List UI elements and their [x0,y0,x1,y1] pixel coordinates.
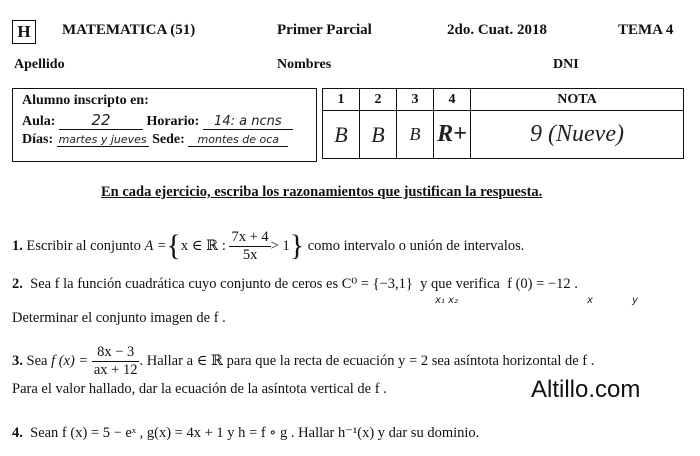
exercise-1-cond-b: > 1 [270,237,290,254]
dias-value: martes y jueves [58,133,147,146]
aula-row [22,111,293,130]
exercise-1-text-b: como intervalo o unión de intervalos. [307,237,525,254]
exercise-1-number: 1. [12,237,23,254]
exercise-3-text-a: Sea [26,352,48,369]
grade-header-4: 4 [434,89,471,111]
exercise-1 [12,226,524,266]
exercise-4 [12,425,479,442]
student-box-title: Alumno inscripto en: [22,93,149,108]
exercise-3-number: 3. [12,352,23,369]
aula-label: Aula: [22,114,56,129]
right-brace: } [289,229,305,262]
exercise-3 [12,342,594,380]
sede-value: montes de oca [188,133,288,147]
apellido-label: Apellido [14,57,65,72]
grade-header-3: 3 [397,89,434,111]
exercise-3-lhs: f (x) = [51,352,89,369]
exercise-2-text-a: Sea f la función cuadrática cuyo conjunto de ceros es [30,276,339,292]
left-brace: { [166,229,181,262]
horario-label: Horario: [146,114,200,129]
exam-name: Primer Parcial [277,22,372,38]
exercise-1-set-lhs: A = [144,237,167,254]
exercise-1-text-a: Escribir al conjunto [26,237,141,254]
exercise-1-cond-a: x ∈ ℝ : [180,237,226,254]
fraction-numerator: 7x + 4 [231,228,269,245]
fraction-denominator: 5x [242,246,258,263]
grade-nota: 9 (Nueve) [471,111,684,159]
watermark-logo: Altillo.com [531,376,641,403]
exercise-3-fraction [92,344,140,379]
exercise-3-text-b: . Hallar a ∈ ℝ para que la recta de ecuación y = 2 sea asíntota horizontal de f . [139,352,595,369]
exercise-4-number: 4. [12,425,23,441]
grades-table [322,88,684,159]
nombres-label: Nombres [277,57,332,72]
grade-header-1: 1 [323,89,360,111]
term: 2do. Cuat. 2018 [447,22,548,38]
instruction: En cada ejercicio, escriba los razonamientos que justifican la respuesta. [101,184,543,200]
dni-label: DNI [553,57,579,72]
exercise-2-number: 2. [12,276,23,292]
subject-title: MATEMATICA (51) [62,22,196,38]
handwritten-zeros: x₁ x₂ [435,295,459,306]
handwritten-x: x [587,295,593,306]
grade-mark-4: R+ [434,111,471,159]
dias-row [22,132,288,148]
horario-value: 14: a ncns [203,114,293,130]
exercise-2-set: C⁰ = {−3,1} [341,276,413,292]
grade-mark-2: B [360,111,397,159]
exercise-2 [12,276,578,293]
exercise-2-text-b: y que verifica [420,276,500,292]
exam-tag: H [12,20,36,44]
dias-label: Días: [22,132,54,147]
grade-mark-1: B [323,111,360,159]
grade-header-nota: NOTA [471,89,684,111]
fraction-numerator: 8x − 3 [92,344,140,362]
theme: TEMA 4 [618,22,674,38]
exercise-3-text-c: Para el valor hallado, dar la ecuación de la asíntota vertical de f . [12,381,387,397]
fraction-denominator: ax + 12 [93,361,138,378]
exercise-1-fraction [229,229,270,264]
exercise-4-text: Sean f (x) = 5 − eˣ , g(x) = 4x + 1 y h = f ∘ g . Hallar h⁻¹(x) y dar su dominio. [30,425,480,441]
handwritten-y: y [632,295,638,306]
sede-label: Sede: [152,132,185,147]
exercise-2-cond: f (0) = −12 . [507,276,578,292]
exercise-2-text-c: Determinar el conjunto imagen de f . [12,310,226,326]
grade-header-2: 2 [360,89,397,111]
aula-value: 22 [59,111,143,130]
grade-mark-3: B [397,111,434,159]
